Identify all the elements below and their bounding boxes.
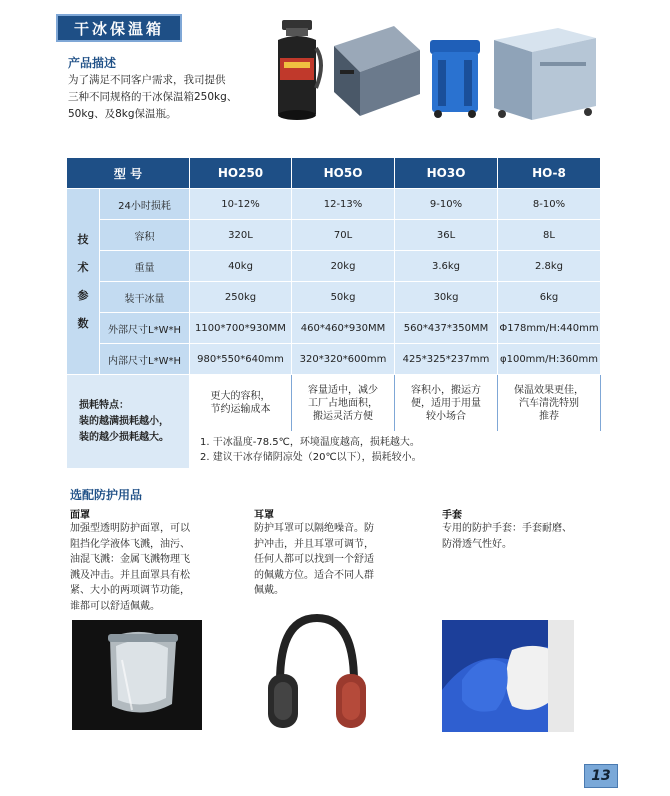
feature-row xyxy=(67,375,601,432)
spec-table xyxy=(66,157,601,469)
desc-line: 紧、大小的两项调节功能， xyxy=(70,585,190,596)
loss-feature-title: 损耗特点： xyxy=(79,399,129,411)
product-desc xyxy=(70,521,240,614)
table-row xyxy=(67,251,601,282)
table-row xyxy=(67,344,601,375)
feature-line: 工厂占地面积， xyxy=(308,397,378,409)
table-cell: 40kg xyxy=(190,251,292,282)
table-cell: 425*325*237mm xyxy=(395,344,498,375)
table-cell: 9-10% xyxy=(395,189,498,220)
table-cell: 30kg xyxy=(395,282,498,313)
table-cell: φ100mm/H:360mm xyxy=(498,344,601,375)
tech-label-char: 参 xyxy=(77,288,89,302)
feature-ho8 xyxy=(498,375,601,432)
param-label: 容积 xyxy=(100,220,190,251)
cooler-box-ho30-image xyxy=(426,34,486,120)
description-line: 为了满足不同客户需求，我司提供 xyxy=(68,74,226,86)
desc-line: 溅及冲击。并且面罩具有松 xyxy=(70,569,190,581)
param-label: 外部尺寸L*W*H xyxy=(100,313,190,344)
param-label: 装干冰量 xyxy=(100,282,190,313)
product-face-shield xyxy=(70,506,240,614)
cooler-box-ho250-image xyxy=(488,22,600,126)
note-line: 2. 建议干冰存储阴凉处（20℃以下），损耗较小。 xyxy=(200,452,422,463)
table-cell: 12-13% xyxy=(292,189,395,220)
table-row xyxy=(67,313,601,344)
feature-line: 容积小，搬运方 xyxy=(411,384,481,396)
desc-line: 防滑透气性好。 xyxy=(442,538,512,550)
desc-line: 护冲击，并且耳罩可调节， xyxy=(254,538,374,550)
table-cell: 2.8kg xyxy=(498,251,601,282)
table-row xyxy=(67,189,601,220)
tech-params-label xyxy=(67,189,100,375)
product-name: 面罩 xyxy=(70,510,90,521)
table-cell: 8-10% xyxy=(498,189,601,220)
param-label: 重量 xyxy=(100,251,190,282)
table-cell: 6kg xyxy=(498,282,601,313)
desc-line: 谁都可以舒适佩戴。 xyxy=(70,600,160,612)
feature-line: 更大的容积， xyxy=(210,391,271,402)
tech-label-char: 数 xyxy=(77,316,89,330)
product-name: 耳罩 xyxy=(254,510,274,521)
feature-line: 汽车清洗特别 xyxy=(519,397,579,409)
desc-line: 的佩戴方位。适合不同人群 xyxy=(254,569,374,581)
feature-line: 保温效果更佳， xyxy=(514,384,584,396)
description-line: 三种不同规格的干冰保温箱250kg、 xyxy=(68,91,238,103)
table-cell: 980*550*640mm xyxy=(190,344,292,375)
protection-heading: 选配防护用品 xyxy=(70,488,143,502)
product-gloves xyxy=(442,506,622,552)
feature-line: 便，适用于用量 xyxy=(411,397,481,409)
loss-feature-line: 装的越少损耗越大。 xyxy=(79,431,169,443)
table-cell: 1100*700*930MM xyxy=(190,313,292,344)
product-desc xyxy=(442,521,622,552)
table-cell: Φ178mm/H:440mm xyxy=(498,313,601,344)
cooler-box-ho50-image xyxy=(330,22,422,118)
feature-line: 推荐 xyxy=(539,410,559,422)
product-ear-muffs xyxy=(254,506,424,599)
loss-feature-line: 装的越满损耗越小， xyxy=(79,415,169,427)
param-label: 24小时损耗 xyxy=(100,189,190,220)
feature-ho250 xyxy=(190,375,292,432)
tech-label-char: 术 xyxy=(77,260,89,274)
table-cell: 36L xyxy=(395,220,498,251)
desc-line: 加强型透明防护面罩，可以 xyxy=(70,523,190,534)
table-cell: 320L xyxy=(190,220,292,251)
desc-line: 专用的防护手套：手套耐磨、 xyxy=(442,523,572,534)
description-text xyxy=(68,72,268,123)
model-ho30: HO3O xyxy=(395,158,498,189)
face-shield-image xyxy=(72,620,202,730)
desc-line: 任何人都可以找到一个舒适 xyxy=(254,554,374,565)
notes xyxy=(190,432,601,469)
table-cell: 50kg xyxy=(292,282,395,313)
note-line: 1. 干冰温度-78.5℃，环境温度越高，损耗越大。 xyxy=(200,437,420,448)
page-title: 干冰保温箱 xyxy=(56,14,182,42)
table-cell: 320*320*600mm xyxy=(292,344,395,375)
table-row xyxy=(67,282,601,313)
feature-line: 容量适中，减少 xyxy=(308,384,378,396)
table-cell: 3.6kg xyxy=(395,251,498,282)
model-ho250: HO250 xyxy=(190,158,292,189)
desc-line: 防护耳罩可以隔绝噪音。防 xyxy=(254,523,374,534)
tech-label-char: 技 xyxy=(77,232,89,246)
description-heading: 产品描述 xyxy=(68,56,117,70)
desc-line: 油混飞溅：金属飞溅物理飞 xyxy=(70,554,190,565)
model-ho8: HO-8 xyxy=(498,158,601,189)
model-ho50: HO5O xyxy=(292,158,395,189)
gloves-image xyxy=(442,620,574,732)
param-label: 内部尺寸L*W*H xyxy=(100,344,190,375)
table-cell: 250kg xyxy=(190,282,292,313)
table-cell: 8L xyxy=(498,220,601,251)
table-row xyxy=(67,220,601,251)
description-line: 50kg、及8kg保温瓶。 xyxy=(68,108,177,120)
model-label: 型 号 xyxy=(67,158,190,189)
feature-ho50 xyxy=(292,375,395,432)
table-cell: 460*460*930MM xyxy=(292,313,395,344)
ear-muffs-image xyxy=(262,612,372,736)
feature-ho30 xyxy=(395,375,498,432)
dewar-flask-image xyxy=(270,18,326,122)
table-cell: 70L xyxy=(292,220,395,251)
table-cell: 20kg xyxy=(292,251,395,282)
table-cell: 10-12% xyxy=(190,189,292,220)
loss-feature xyxy=(67,375,190,469)
desc-line: 佩戴。 xyxy=(254,585,284,596)
table-cell: 560*437*350MM xyxy=(395,313,498,344)
desc-line: 阻挡化学液体飞溅，油污、 xyxy=(70,538,190,550)
page-number: 13 xyxy=(584,764,618,788)
product-name: 手套 xyxy=(442,510,462,521)
feature-line: 较小场合 xyxy=(426,410,466,422)
product-desc xyxy=(254,521,424,599)
feature-line: 节约运输成本 xyxy=(210,404,271,415)
feature-line: 搬运灵活方便 xyxy=(313,410,373,422)
table-header-row xyxy=(67,158,601,189)
